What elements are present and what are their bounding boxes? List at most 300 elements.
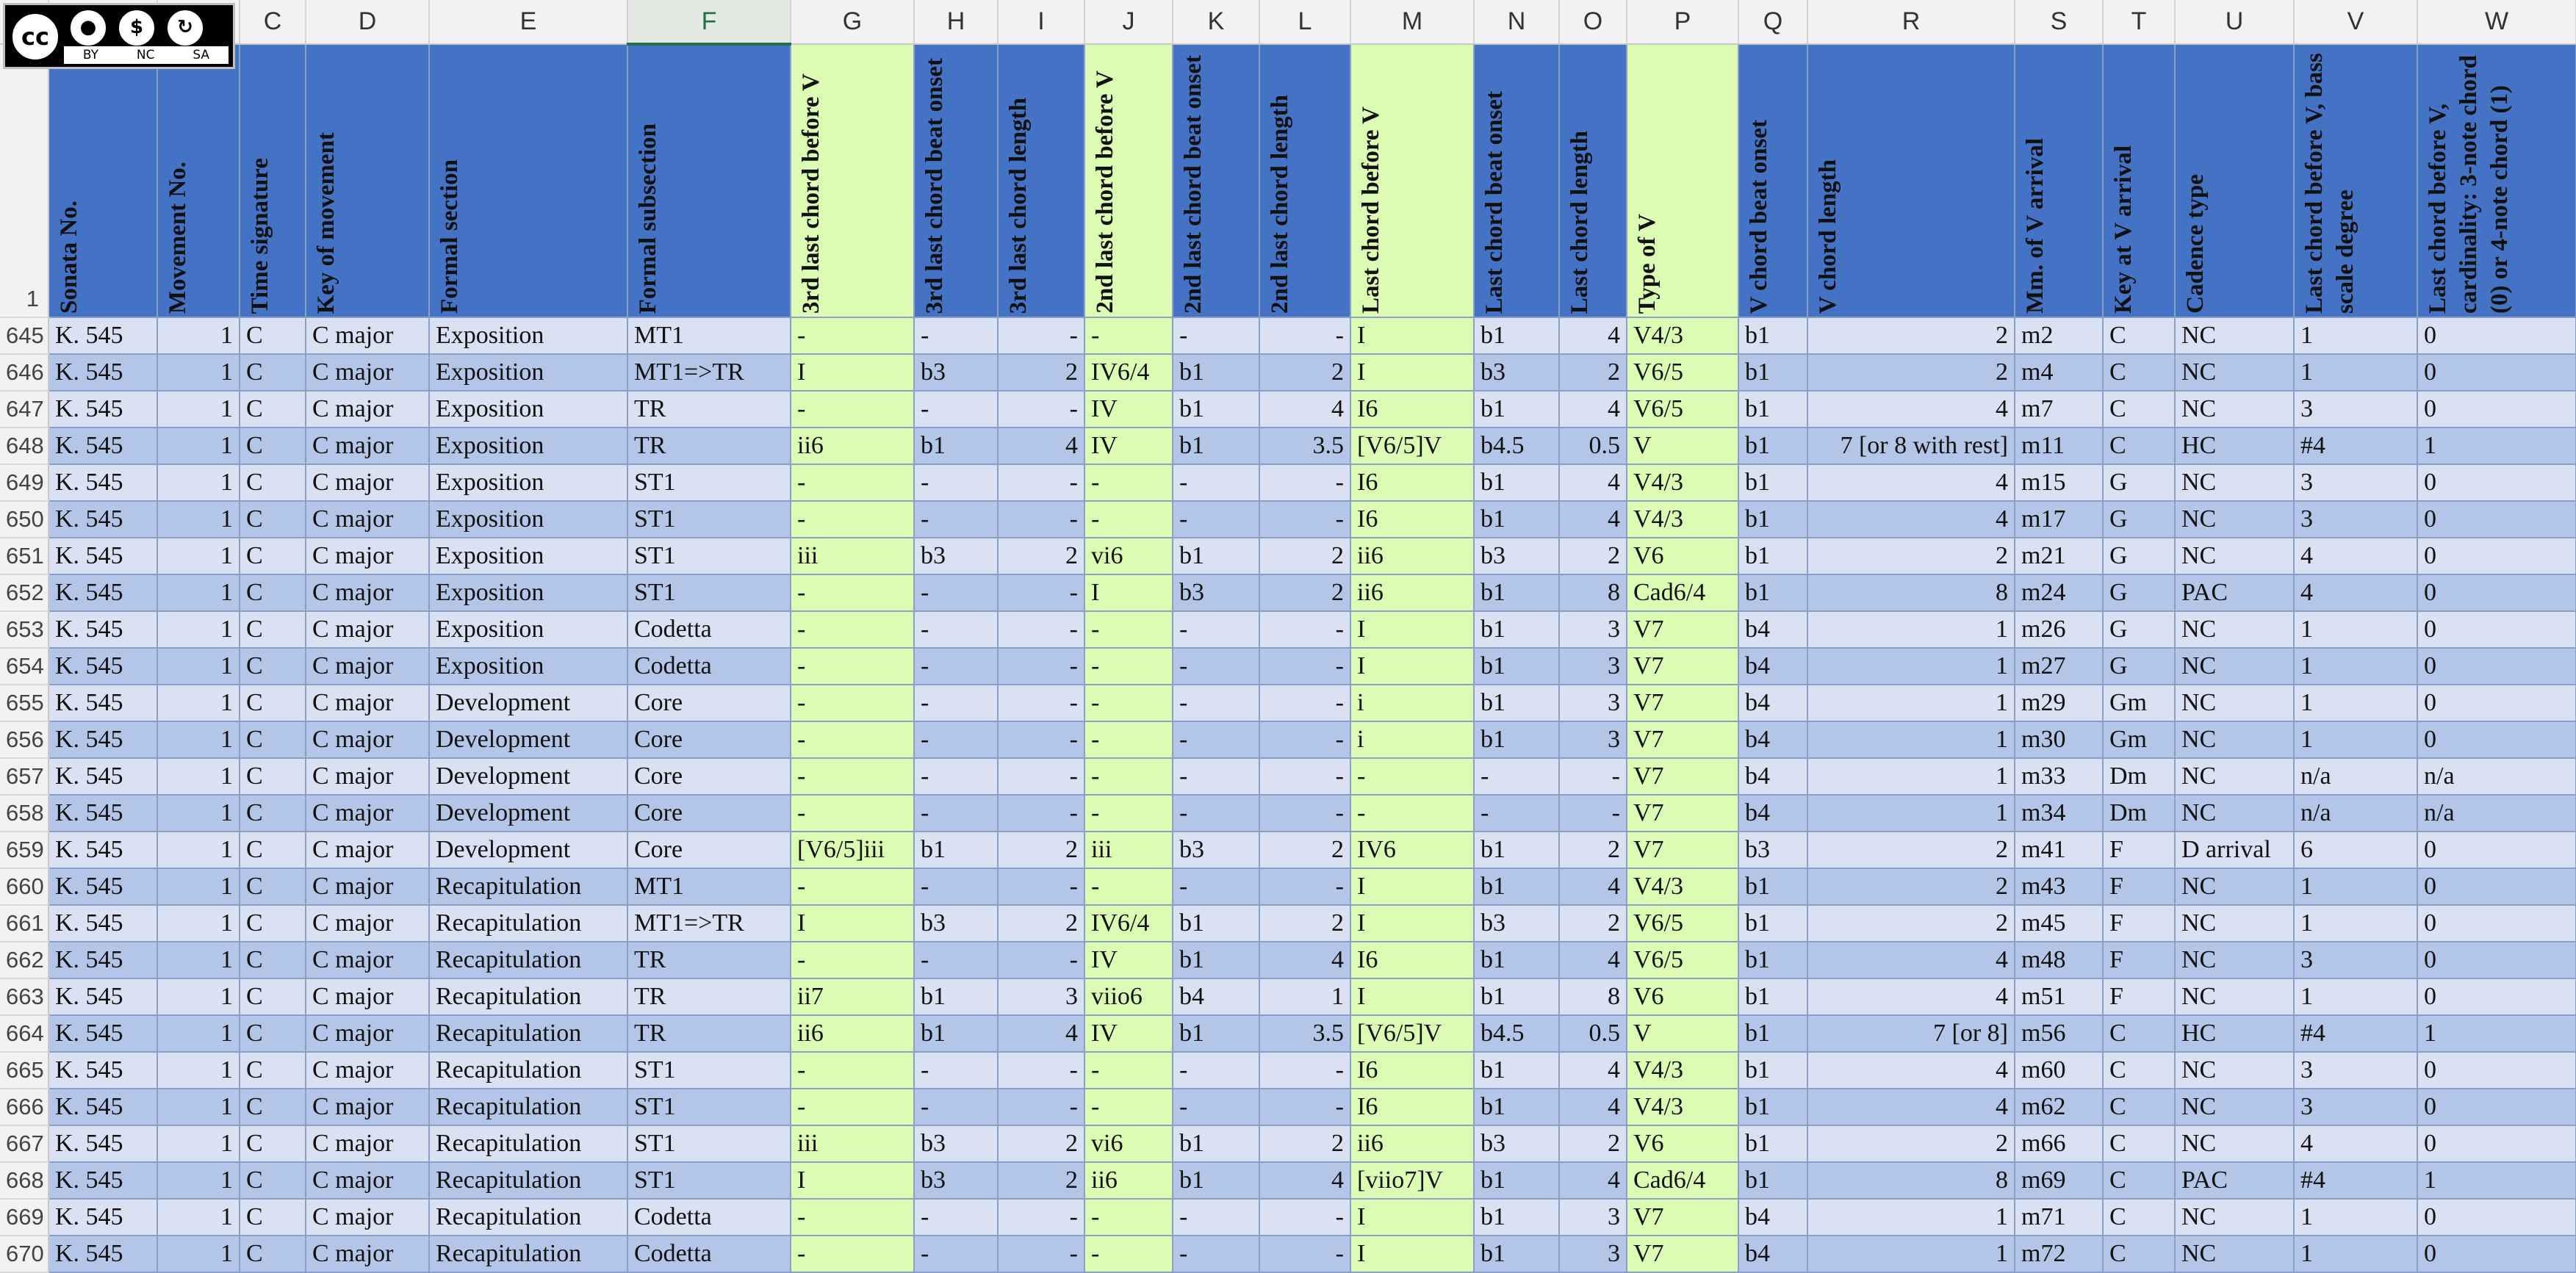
cell-g[interactable]: iii bbox=[791, 538, 914, 574]
cell-r[interactable]: 2 bbox=[1807, 832, 2015, 868]
cell-p[interactable]: V4/3 bbox=[1627, 501, 1738, 538]
header-cell-e[interactable] bbox=[429, 44, 627, 317]
row-number[interactable]: 670 bbox=[0, 1236, 48, 1272]
cell-b[interactable]: 1 bbox=[157, 721, 240, 758]
cell-p[interactable]: V4/3 bbox=[1627, 464, 1738, 501]
cell-f[interactable]: Codetta bbox=[627, 648, 791, 685]
cell-d[interactable]: C major bbox=[306, 1125, 429, 1162]
cell-p[interactable]: V4/3 bbox=[1627, 1052, 1738, 1089]
cell-k[interactable]: b1 bbox=[1173, 391, 1259, 428]
cell-r[interactable]: 7 [or 8 with rest] bbox=[1807, 428, 2015, 464]
header-cell-g[interactable] bbox=[791, 44, 914, 317]
cell-a[interactable]: K. 545 bbox=[48, 832, 157, 868]
cell-w[interactable]: 0 bbox=[2417, 1089, 2576, 1125]
row-number[interactable]: 657 bbox=[0, 758, 48, 795]
cell-a[interactable]: K. 545 bbox=[48, 868, 157, 905]
cell-t[interactable]: C bbox=[2103, 1089, 2175, 1125]
cell-k[interactable]: - bbox=[1173, 758, 1259, 795]
cell-q[interactable]: b1 bbox=[1738, 1125, 1807, 1162]
cell-o[interactable]: 4 bbox=[1559, 1052, 1627, 1089]
cell-k[interactable]: - bbox=[1173, 1199, 1259, 1236]
cell-g[interactable]: - bbox=[791, 317, 914, 354]
cell-c[interactable]: C bbox=[240, 795, 306, 832]
row-number[interactable]: 663 bbox=[0, 978, 48, 1015]
header-cell-c[interactable] bbox=[240, 44, 306, 317]
cell-i[interactable]: - bbox=[998, 391, 1084, 428]
cell-t[interactable]: C bbox=[2103, 354, 2175, 391]
cell-a[interactable]: K. 545 bbox=[48, 978, 157, 1015]
cell-e[interactable]: Recapitulation bbox=[429, 905, 627, 942]
header-cell-f[interactable] bbox=[627, 44, 791, 317]
row-number[interactable]: 649 bbox=[0, 464, 48, 501]
cell-b[interactable]: 1 bbox=[157, 1089, 240, 1125]
cell-p[interactable]: V6 bbox=[1627, 978, 1738, 1015]
cell-c[interactable]: C bbox=[240, 832, 306, 868]
cell-r[interactable]: 4 bbox=[1807, 501, 2015, 538]
cell-j[interactable]: ii6 bbox=[1084, 1162, 1173, 1199]
cell-k[interactable]: - bbox=[1173, 464, 1259, 501]
cell-p[interactable]: V7 bbox=[1627, 721, 1738, 758]
cell-d[interactable]: C major bbox=[306, 1162, 429, 1199]
column-header-w[interactable]: W bbox=[2417, 0, 2576, 44]
cell-o[interactable]: 3 bbox=[1559, 648, 1627, 685]
cell-r[interactable]: 4 bbox=[1807, 1052, 2015, 1089]
cell-s[interactable]: m21 bbox=[2015, 538, 2103, 574]
cell-r[interactable]: 2 bbox=[1807, 1125, 2015, 1162]
cell-t[interactable]: G bbox=[2103, 464, 2175, 501]
cell-n[interactable]: - bbox=[1474, 795, 1559, 832]
cell-i[interactable]: - bbox=[998, 317, 1084, 354]
cell-n[interactable]: b1 bbox=[1474, 611, 1559, 648]
cell-n[interactable]: b1 bbox=[1474, 978, 1559, 1015]
cell-e[interactable]: Recapitulation bbox=[429, 1089, 627, 1125]
column-header-d[interactable]: D bbox=[306, 0, 429, 44]
row-number[interactable]: 648 bbox=[0, 428, 48, 464]
cell-f[interactable]: ST1 bbox=[627, 1162, 791, 1199]
cell-p[interactable]: V6/5 bbox=[1627, 354, 1738, 391]
cell-f[interactable]: Core bbox=[627, 685, 791, 721]
cell-c[interactable]: C bbox=[240, 1236, 306, 1272]
cell-d[interactable]: C major bbox=[306, 648, 429, 685]
cell-v[interactable]: 1 bbox=[2294, 905, 2417, 942]
cell-t[interactable]: C bbox=[2103, 1125, 2175, 1162]
cell-f[interactable]: TR bbox=[627, 942, 791, 978]
cell-a[interactable]: K. 545 bbox=[48, 721, 157, 758]
cell-s[interactable]: m71 bbox=[2015, 1199, 2103, 1236]
cell-b[interactable]: 1 bbox=[157, 795, 240, 832]
cell-i[interactable]: 2 bbox=[998, 832, 1084, 868]
cell-j[interactable]: - bbox=[1084, 1052, 1173, 1089]
column-header-r[interactable]: R bbox=[1807, 0, 2015, 44]
cell-e[interactable]: Exposition bbox=[429, 354, 627, 391]
cell-e[interactable]: Recapitulation bbox=[429, 1199, 627, 1236]
cell-f[interactable]: Codetta bbox=[627, 611, 791, 648]
cell-b[interactable]: 1 bbox=[157, 832, 240, 868]
cell-n[interactable]: - bbox=[1474, 758, 1559, 795]
cell-v[interactable]: 4 bbox=[2294, 1125, 2417, 1162]
cell-d[interactable]: C major bbox=[306, 978, 429, 1015]
cell-c[interactable]: C bbox=[240, 1125, 306, 1162]
cell-k[interactable]: b3 bbox=[1173, 574, 1259, 611]
cell-d[interactable]: C major bbox=[306, 391, 429, 428]
cell-g[interactable]: - bbox=[791, 501, 914, 538]
cell-q[interactable]: b1 bbox=[1738, 1052, 1807, 1089]
cell-a[interactable]: K. 545 bbox=[48, 1015, 157, 1052]
row-number[interactable]: 1 bbox=[0, 44, 48, 317]
cell-h[interactable]: b1 bbox=[914, 1015, 998, 1052]
row-number[interactable]: 665 bbox=[0, 1052, 48, 1089]
cell-i[interactable]: 4 bbox=[998, 1015, 1084, 1052]
cell-t[interactable]: F bbox=[2103, 978, 2175, 1015]
cell-w[interactable]: 0 bbox=[2417, 1199, 2576, 1236]
cell-u[interactable]: NC bbox=[2175, 391, 2294, 428]
column-header-j[interactable]: J bbox=[1084, 0, 1173, 44]
cell-b[interactable]: 1 bbox=[157, 1162, 240, 1199]
cell-j[interactable]: - bbox=[1084, 685, 1173, 721]
cell-j[interactable]: - bbox=[1084, 317, 1173, 354]
header-cell-d[interactable] bbox=[306, 44, 429, 317]
cell-e[interactable]: Development bbox=[429, 685, 627, 721]
cell-h[interactable]: - bbox=[914, 1199, 998, 1236]
cell-e[interactable]: Development bbox=[429, 721, 627, 758]
cell-q[interactable]: b1 bbox=[1738, 538, 1807, 574]
cell-w[interactable]: 0 bbox=[2417, 905, 2576, 942]
cell-k[interactable]: - bbox=[1173, 1236, 1259, 1272]
header-cell-p[interactable] bbox=[1627, 44, 1738, 317]
cell-h[interactable]: - bbox=[914, 501, 998, 538]
cell-m[interactable]: I bbox=[1350, 354, 1474, 391]
cell-v[interactable]: n/a bbox=[2294, 795, 2417, 832]
cell-j[interactable]: - bbox=[1084, 1089, 1173, 1125]
cell-i[interactable]: - bbox=[998, 648, 1084, 685]
cell-v[interactable]: #4 bbox=[2294, 428, 2417, 464]
cell-w[interactable]: 1 bbox=[2417, 1015, 2576, 1052]
cell-t[interactable]: C bbox=[2103, 391, 2175, 428]
row-number[interactable]: 660 bbox=[0, 868, 48, 905]
cell-r[interactable]: 8 bbox=[1807, 574, 2015, 611]
cell-u[interactable]: PAC bbox=[2175, 574, 2294, 611]
cell-u[interactable]: NC bbox=[2175, 721, 2294, 758]
cell-u[interactable]: NC bbox=[2175, 317, 2294, 354]
cell-s[interactable]: m26 bbox=[2015, 611, 2103, 648]
cell-r[interactable]: 1 bbox=[1807, 1236, 2015, 1272]
column-header-l[interactable]: L bbox=[1259, 0, 1350, 44]
row-number[interactable]: 668 bbox=[0, 1162, 48, 1199]
cell-k[interactable]: b1 bbox=[1173, 354, 1259, 391]
column-header-m[interactable]: M bbox=[1350, 0, 1474, 44]
cell-a[interactable]: K. 545 bbox=[48, 795, 157, 832]
cell-r[interactable]: 4 bbox=[1807, 978, 2015, 1015]
cell-v[interactable]: 6 bbox=[2294, 832, 2417, 868]
cell-d[interactable]: C major bbox=[306, 942, 429, 978]
cell-h[interactable]: - bbox=[914, 758, 998, 795]
cell-q[interactable]: b4 bbox=[1738, 685, 1807, 721]
cell-o[interactable]: 3 bbox=[1559, 685, 1627, 721]
cell-k[interactable]: - bbox=[1173, 868, 1259, 905]
cell-p[interactable]: V4/3 bbox=[1627, 1089, 1738, 1125]
cell-q[interactable]: b4 bbox=[1738, 611, 1807, 648]
cell-r[interactable]: 2 bbox=[1807, 538, 2015, 574]
cell-d[interactable]: C major bbox=[306, 832, 429, 868]
cell-k[interactable]: - bbox=[1173, 317, 1259, 354]
cell-t[interactable]: G bbox=[2103, 611, 2175, 648]
cell-o[interactable]: 4 bbox=[1559, 942, 1627, 978]
cell-g[interactable]: - bbox=[791, 464, 914, 501]
cell-v[interactable]: 1 bbox=[2294, 611, 2417, 648]
cell-j[interactable]: IV bbox=[1084, 391, 1173, 428]
cell-e[interactable]: Exposition bbox=[429, 574, 627, 611]
header-cell-b[interactable] bbox=[157, 44, 240, 317]
cell-i[interactable]: - bbox=[998, 758, 1084, 795]
cell-g[interactable]: - bbox=[791, 611, 914, 648]
cell-u[interactable]: NC bbox=[2175, 648, 2294, 685]
cell-p[interactable]: V6/5 bbox=[1627, 391, 1738, 428]
cell-f[interactable]: TR bbox=[627, 1015, 791, 1052]
column-header-o[interactable]: O bbox=[1559, 0, 1627, 44]
cell-p[interactable]: V7 bbox=[1627, 832, 1738, 868]
cell-r[interactable]: 2 bbox=[1807, 905, 2015, 942]
cell-o[interactable]: 2 bbox=[1559, 354, 1627, 391]
cell-o[interactable]: 4 bbox=[1559, 1162, 1627, 1199]
cell-q[interactable]: b1 bbox=[1738, 574, 1807, 611]
column-header-v[interactable]: V bbox=[2294, 0, 2417, 44]
cell-u[interactable]: NC bbox=[2175, 905, 2294, 942]
cell-l[interactable]: 2 bbox=[1259, 538, 1350, 574]
cell-l[interactable]: - bbox=[1259, 501, 1350, 538]
cell-b[interactable]: 1 bbox=[157, 648, 240, 685]
cell-t[interactable]: Gm bbox=[2103, 685, 2175, 721]
cell-b[interactable]: 1 bbox=[157, 391, 240, 428]
column-header-h[interactable]: H bbox=[914, 0, 998, 44]
cell-a[interactable]: K. 545 bbox=[48, 1125, 157, 1162]
cell-s[interactable]: m27 bbox=[2015, 648, 2103, 685]
cell-v[interactable]: 1 bbox=[2294, 685, 2417, 721]
cell-c[interactable]: C bbox=[240, 942, 306, 978]
cell-k[interactable]: b3 bbox=[1173, 832, 1259, 868]
cell-j[interactable]: IV bbox=[1084, 942, 1173, 978]
cell-v[interactable]: 3 bbox=[2294, 391, 2417, 428]
cell-g[interactable]: - bbox=[791, 758, 914, 795]
cell-g[interactable]: - bbox=[791, 685, 914, 721]
cell-v[interactable]: 3 bbox=[2294, 1052, 2417, 1089]
cell-p[interactable]: V6 bbox=[1627, 538, 1738, 574]
cell-e[interactable]: Recapitulation bbox=[429, 942, 627, 978]
cell-w[interactable]: 0 bbox=[2417, 611, 2576, 648]
cell-r[interactable]: 4 bbox=[1807, 942, 2015, 978]
cell-j[interactable]: I bbox=[1084, 574, 1173, 611]
cell-w[interactable]: 0 bbox=[2417, 501, 2576, 538]
cell-i[interactable]: - bbox=[998, 1089, 1084, 1125]
cell-l[interactable]: 2 bbox=[1259, 574, 1350, 611]
cell-t[interactable]: C bbox=[2103, 317, 2175, 354]
cell-c[interactable]: C bbox=[240, 501, 306, 538]
cell-q[interactable]: b1 bbox=[1738, 978, 1807, 1015]
cell-a[interactable]: K. 545 bbox=[48, 391, 157, 428]
cell-c[interactable]: C bbox=[240, 428, 306, 464]
cell-a[interactable]: K. 545 bbox=[48, 428, 157, 464]
cell-h[interactable]: - bbox=[914, 464, 998, 501]
cell-l[interactable]: - bbox=[1259, 1089, 1350, 1125]
row-number[interactable]: 661 bbox=[0, 905, 48, 942]
cell-f[interactable]: MT1 bbox=[627, 317, 791, 354]
cell-j[interactable]: - bbox=[1084, 721, 1173, 758]
cell-s[interactable]: m72 bbox=[2015, 1236, 2103, 1272]
cell-o[interactable]: - bbox=[1559, 795, 1627, 832]
cell-o[interactable]: 4 bbox=[1559, 868, 1627, 905]
cell-t[interactable]: C bbox=[2103, 1015, 2175, 1052]
cell-q[interactable]: b4 bbox=[1738, 1199, 1807, 1236]
cell-w[interactable]: 0 bbox=[2417, 648, 2576, 685]
cell-m[interactable]: [V6/5]V bbox=[1350, 1015, 1474, 1052]
cell-w[interactable]: 0 bbox=[2417, 685, 2576, 721]
cell-p[interactable]: V7 bbox=[1627, 685, 1738, 721]
cell-s[interactable]: m66 bbox=[2015, 1125, 2103, 1162]
cell-g[interactable]: I bbox=[791, 354, 914, 391]
row-number[interactable]: 652 bbox=[0, 574, 48, 611]
header-cell-k[interactable] bbox=[1173, 44, 1259, 317]
cell-w[interactable]: 0 bbox=[2417, 538, 2576, 574]
cell-v[interactable]: 1 bbox=[2294, 721, 2417, 758]
cell-a[interactable]: K. 545 bbox=[48, 1052, 157, 1089]
cell-v[interactable]: #4 bbox=[2294, 1162, 2417, 1199]
header-cell-t[interactable] bbox=[2103, 44, 2175, 317]
cell-p[interactable]: V4/3 bbox=[1627, 868, 1738, 905]
cell-q[interactable]: b4 bbox=[1738, 795, 1807, 832]
cell-j[interactable]: - bbox=[1084, 648, 1173, 685]
cell-u[interactable]: NC bbox=[2175, 868, 2294, 905]
cell-b[interactable]: 1 bbox=[157, 942, 240, 978]
cell-g[interactable]: - bbox=[791, 1052, 914, 1089]
cell-q[interactable]: b1 bbox=[1738, 1089, 1807, 1125]
cell-d[interactable]: C major bbox=[306, 868, 429, 905]
cell-d[interactable]: C major bbox=[306, 1236, 429, 1272]
cell-q[interactable]: b4 bbox=[1738, 758, 1807, 795]
cell-l[interactable]: - bbox=[1259, 648, 1350, 685]
cell-q[interactable]: b1 bbox=[1738, 1015, 1807, 1052]
cell-q[interactable]: b1 bbox=[1738, 905, 1807, 942]
cell-s[interactable]: m4 bbox=[2015, 354, 2103, 391]
cell-k[interactable]: - bbox=[1173, 1089, 1259, 1125]
cell-r[interactable]: 7 [or 8] bbox=[1807, 1015, 2015, 1052]
cell-r[interactable]: 1 bbox=[1807, 721, 2015, 758]
cell-l[interactable]: - bbox=[1259, 685, 1350, 721]
cell-b[interactable]: 1 bbox=[157, 574, 240, 611]
cell-v[interactable]: 4 bbox=[2294, 574, 2417, 611]
cell-m[interactable]: IV6 bbox=[1350, 832, 1474, 868]
cell-s[interactable]: m17 bbox=[2015, 501, 2103, 538]
cell-h[interactable]: - bbox=[914, 795, 998, 832]
cell-i[interactable]: 2 bbox=[998, 354, 1084, 391]
cell-n[interactable]: b1 bbox=[1474, 832, 1559, 868]
cell-a[interactable]: K. 545 bbox=[48, 611, 157, 648]
cell-b[interactable]: 1 bbox=[157, 1052, 240, 1089]
cell-c[interactable]: C bbox=[240, 464, 306, 501]
cell-g[interactable]: ii7 bbox=[791, 978, 914, 1015]
column-header-q[interactable]: Q bbox=[1738, 0, 1807, 44]
cell-j[interactable]: IV6/4 bbox=[1084, 905, 1173, 942]
cell-v[interactable]: 3 bbox=[2294, 501, 2417, 538]
cell-u[interactable]: NC bbox=[2175, 501, 2294, 538]
cell-n[interactable]: b1 bbox=[1474, 1199, 1559, 1236]
cell-t[interactable]: C bbox=[2103, 1052, 2175, 1089]
cell-j[interactable]: - bbox=[1084, 501, 1173, 538]
cell-n[interactable]: b1 bbox=[1474, 1162, 1559, 1199]
cell-m[interactable]: I bbox=[1350, 317, 1474, 354]
cell-u[interactable]: NC bbox=[2175, 1089, 2294, 1125]
cell-w[interactable]: 0 bbox=[2417, 317, 2576, 354]
cell-k[interactable]: b4 bbox=[1173, 978, 1259, 1015]
cell-w[interactable]: 0 bbox=[2417, 1125, 2576, 1162]
cell-s[interactable]: m45 bbox=[2015, 905, 2103, 942]
cell-e[interactable]: Exposition bbox=[429, 391, 627, 428]
cell-i[interactable]: 2 bbox=[998, 1162, 1084, 1199]
cell-b[interactable]: 1 bbox=[157, 428, 240, 464]
cell-m[interactable]: i bbox=[1350, 721, 1474, 758]
cell-g[interactable]: - bbox=[791, 574, 914, 611]
cell-b[interactable]: 1 bbox=[157, 685, 240, 721]
cell-m[interactable]: I bbox=[1350, 868, 1474, 905]
cell-o[interactable]: 2 bbox=[1559, 905, 1627, 942]
cell-c[interactable]: C bbox=[240, 317, 306, 354]
cell-q[interactable]: b1 bbox=[1738, 317, 1807, 354]
cell-p[interactable]: V7 bbox=[1627, 611, 1738, 648]
cell-k[interactable]: - bbox=[1173, 611, 1259, 648]
cell-u[interactable]: NC bbox=[2175, 978, 2294, 1015]
cell-n[interactable]: b3 bbox=[1474, 1125, 1559, 1162]
cell-d[interactable]: C major bbox=[306, 354, 429, 391]
cell-e[interactable]: Recapitulation bbox=[429, 868, 627, 905]
column-header-k[interactable]: K bbox=[1173, 0, 1259, 44]
cell-g[interactable]: - bbox=[791, 868, 914, 905]
cell-o[interactable]: 8 bbox=[1559, 574, 1627, 611]
cell-e[interactable]: Development bbox=[429, 758, 627, 795]
header-cell-j[interactable] bbox=[1084, 44, 1173, 317]
cell-g[interactable]: - bbox=[791, 1089, 914, 1125]
cell-g[interactable]: I bbox=[791, 905, 914, 942]
cell-h[interactable]: - bbox=[914, 611, 998, 648]
row-number[interactable]: 656 bbox=[0, 721, 48, 758]
cell-s[interactable]: m62 bbox=[2015, 1089, 2103, 1125]
cell-p[interactable]: Cad6/4 bbox=[1627, 1162, 1738, 1199]
cell-t[interactable]: G bbox=[2103, 538, 2175, 574]
cell-t[interactable]: Dm bbox=[2103, 795, 2175, 832]
cell-p[interactable]: V6/5 bbox=[1627, 905, 1738, 942]
cell-c[interactable]: C bbox=[240, 1199, 306, 1236]
cell-d[interactable]: C major bbox=[306, 1199, 429, 1236]
cell-u[interactable]: NC bbox=[2175, 1236, 2294, 1272]
cell-i[interactable]: 4 bbox=[998, 428, 1084, 464]
cell-c[interactable]: C bbox=[240, 1162, 306, 1199]
cell-t[interactable]: C bbox=[2103, 1236, 2175, 1272]
cell-d[interactable]: C major bbox=[306, 428, 429, 464]
cell-g[interactable]: - bbox=[791, 721, 914, 758]
cell-a[interactable]: K. 545 bbox=[48, 942, 157, 978]
cell-v[interactable]: 1 bbox=[2294, 354, 2417, 391]
cell-t[interactable]: C bbox=[2103, 1162, 2175, 1199]
cell-b[interactable]: 1 bbox=[157, 868, 240, 905]
cell-h[interactable]: - bbox=[914, 648, 998, 685]
cell-n[interactable]: b4.5 bbox=[1474, 1015, 1559, 1052]
cell-s[interactable]: m48 bbox=[2015, 942, 2103, 978]
cell-k[interactable]: b1 bbox=[1173, 905, 1259, 942]
column-header-u[interactable]: U bbox=[2175, 0, 2294, 44]
cell-k[interactable]: - bbox=[1173, 795, 1259, 832]
cell-l[interactable]: 4 bbox=[1259, 942, 1350, 978]
cell-o[interactable]: 4 bbox=[1559, 464, 1627, 501]
row-number[interactable]: 654 bbox=[0, 648, 48, 685]
cell-q[interactable]: b4 bbox=[1738, 1236, 1807, 1272]
cell-a[interactable]: K. 545 bbox=[48, 464, 157, 501]
